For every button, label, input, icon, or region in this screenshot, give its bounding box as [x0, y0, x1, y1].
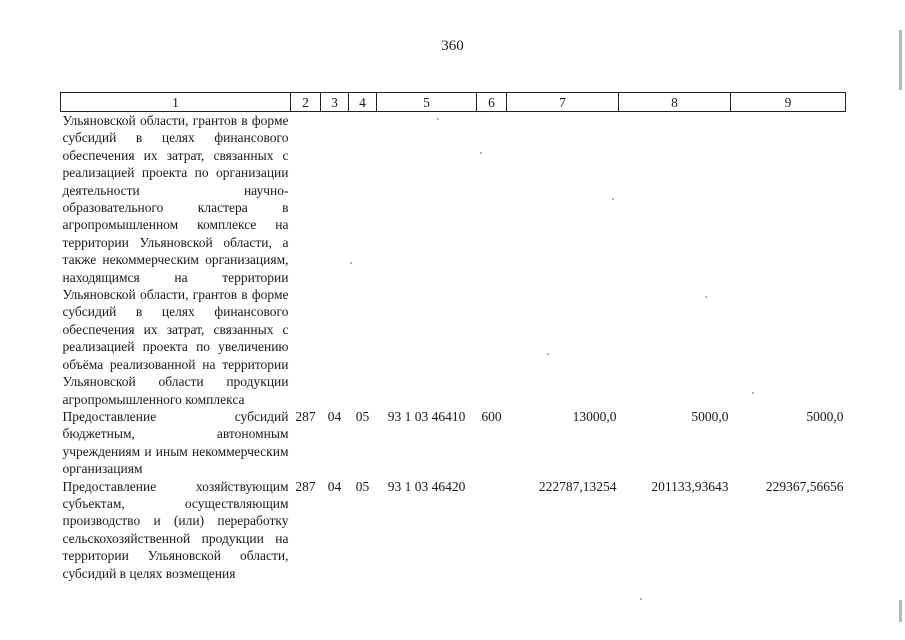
scan-speck — [547, 353, 549, 355]
cell-amount-col8 — [619, 112, 731, 408]
scan-edge-mark — [899, 600, 902, 622]
cell-amount-col7: 13000,0 — [572, 408, 617, 424]
column-header: 5 — [377, 93, 477, 112]
page-number: 360 — [441, 38, 464, 54]
column-header: 6 — [477, 93, 507, 112]
cell-amount-col9: 5000,0 — [806, 408, 844, 424]
cell-section: 04 — [327, 408, 342, 424]
table-row — [61, 112, 846, 408]
scan-speck — [640, 598, 642, 600]
cell-expense-type — [477, 112, 507, 408]
scan-speck — [480, 152, 482, 154]
column-header: 9 — [731, 93, 846, 112]
cell-amount-col9: 229367,56656 — [765, 478, 844, 494]
scan-speck — [350, 262, 352, 264]
cell-subsection: 05 — [355, 478, 370, 494]
cell-amount-col7 — [507, 112, 619, 408]
cell-amount-col8: 5000,0 — [691, 408, 729, 424]
column-header: 1 — [61, 93, 291, 112]
cell-target-article — [377, 112, 477, 408]
scan-edge-mark — [899, 30, 902, 90]
scan-speck — [437, 118, 439, 120]
table-row — [61, 408, 846, 478]
cell-subsection — [349, 112, 377, 408]
scan-speck — [752, 392, 754, 394]
cell-ministry-code: 287 — [295, 478, 316, 494]
cell-target-article: 93 1 03 46410 — [387, 408, 466, 424]
cell-amount-col8: 201133,93643 — [651, 478, 729, 494]
budget-table — [60, 92, 846, 582]
column-header: 4 — [349, 93, 377, 112]
table-row — [61, 478, 846, 582]
cell-section: 04 — [327, 478, 342, 494]
cell-section — [321, 112, 349, 408]
cell-subsection: 05 — [355, 408, 370, 424]
row-description: Ульяновской области, грантов в форме субсидий в целях финансового обеспечения их затрат, связанных с реализацией проекта по организации деятельности научно-образовательного кластера в агропромышленном комплексе на территории Ульяновской области, а также некоммерческим организациям, находящимся на территории Ульяновской области, грантов в форме субсидий в целях финансового обеспечения их затрат, связанных с реализацией проекта по увеличению объёма реализованной на территории Ульяновской области продукции агропромышленного комплекса — [62, 113, 289, 407]
cell-target-article: 93 1 03 46420 — [387, 478, 466, 494]
scan-speck — [612, 198, 614, 200]
cell-amount-col7: 222787,13254 — [538, 478, 617, 494]
scan-speck — [705, 296, 707, 298]
cell-expense-type — [477, 478, 507, 582]
row-description: Предоставление хозяйствующим субъектам, осуществляющим производство и (или) переработку сельскохозяйственной продукции на территории Ульяновской области, субсидий в целях возмещения — [62, 478, 289, 581]
cell-amount-col9 — [731, 112, 846, 408]
cell-expense-type: 600 — [481, 408, 502, 424]
column-header: 8 — [619, 93, 731, 112]
cell-ministry-code — [291, 112, 321, 408]
table-header-row — [61, 93, 846, 112]
column-header: 2 — [291, 93, 321, 112]
column-header: 7 — [507, 93, 619, 112]
row-description: Предоставление субсидий бюджетным, автономным учреждениям и иным некоммерческим организациям — [62, 408, 289, 477]
column-header: 3 — [321, 93, 349, 112]
cell-ministry-code: 287 — [295, 408, 316, 424]
